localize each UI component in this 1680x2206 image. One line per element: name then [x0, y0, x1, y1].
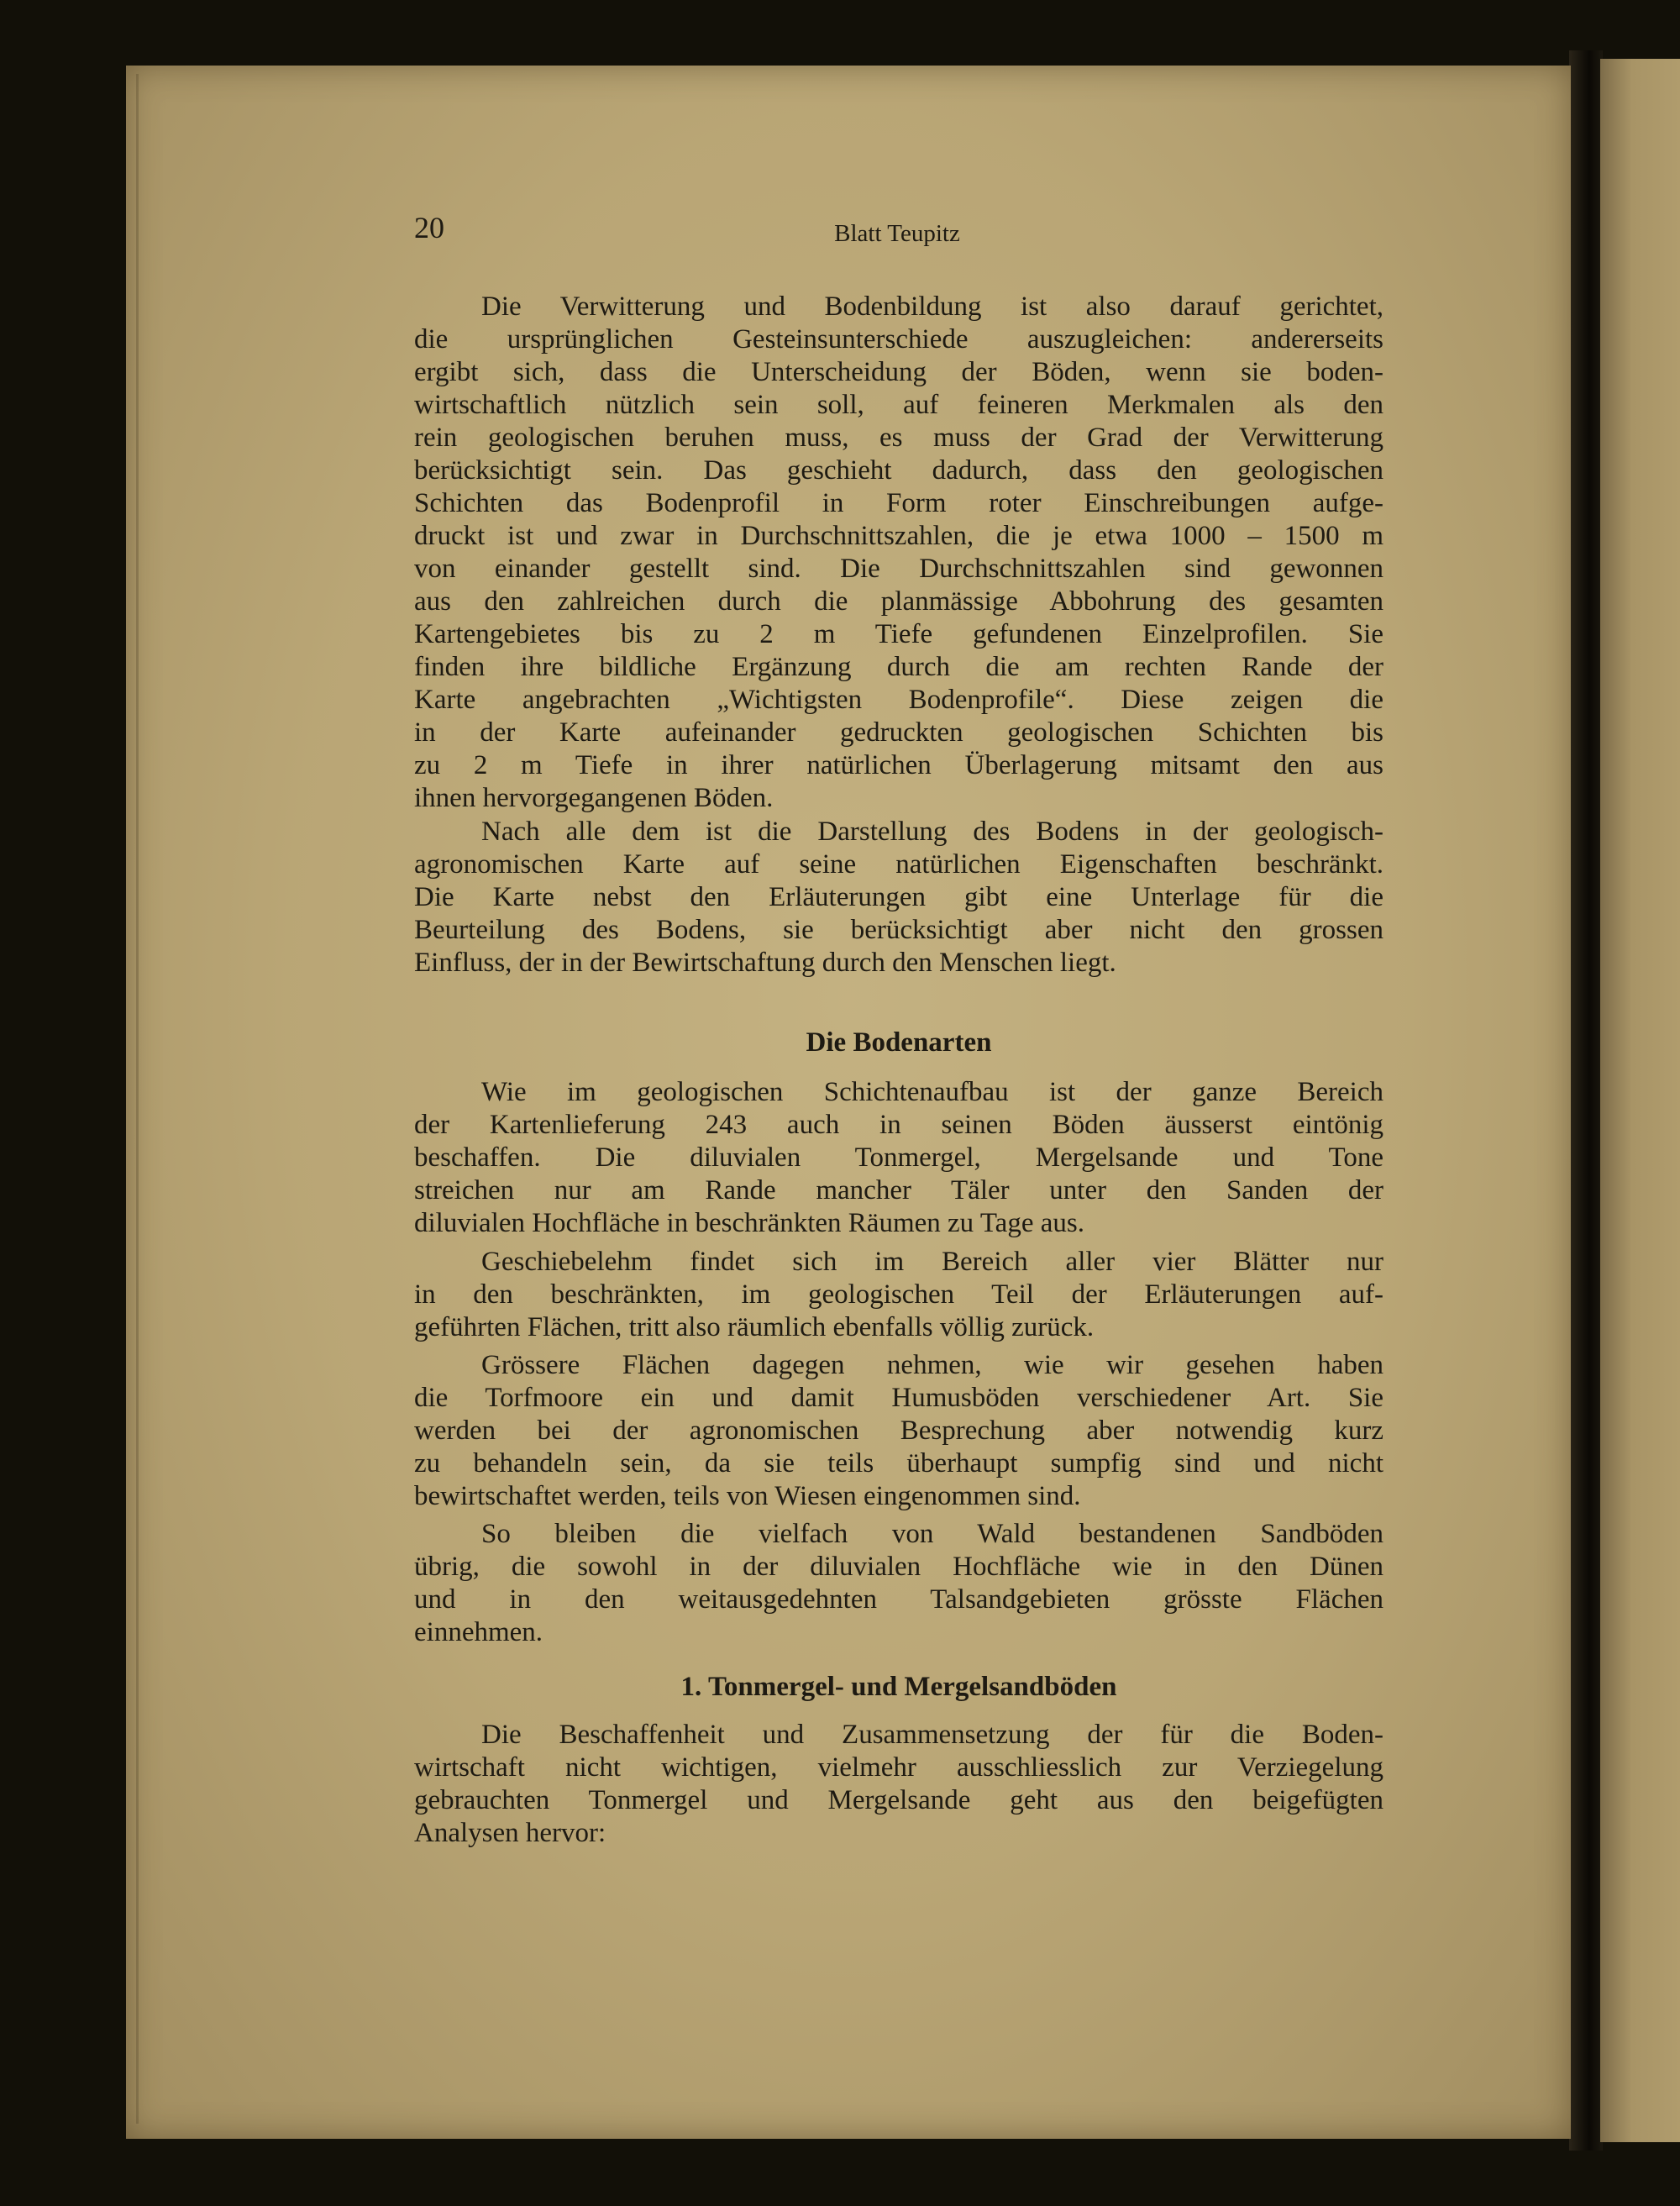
text-line: Die Verwitterung und Bodenbildung ist also darauf gerichtet,: [481, 292, 1383, 322]
text-line: Einfluss, der in der Bewirtschaftung durch den Menschen liegt.: [414, 948, 1116, 978]
text-line: übrig, die sowohl in der diluvialen Hochfläche wie in den Dünen: [414, 1552, 1383, 1582]
text-line: werden bei der agronomischen Besprechung aber notwendig kurz: [414, 1416, 1383, 1446]
text-line: die ursprünglichen Gesteinsunterschiede auszugleichen: andererseits: [414, 324, 1383, 355]
text-line: wirtschaft nicht wichtigen, vielmehr ausschliesslich zur Verziegelung: [414, 1752, 1383, 1783]
text-line: ergibt sich, dass die Unterscheidung der Böden, wenn sie boden-: [414, 357, 1383, 387]
paragraph: [414, 1349, 1383, 1513]
page-number: 20: [414, 211, 444, 244]
text-line: der Kartenlieferung 243 auch in seinen Böden äusserst eintönig: [414, 1110, 1383, 1140]
text-line: bewirtschaftet werden, teils von Wiesen eingenommen sind.: [414, 1481, 1081, 1511]
text-line: Nach alle dem ist die Darstellung des Bodens in der geologisch-: [481, 817, 1383, 847]
text-line: geführten Flächen, tritt also räumlich ebenfalls völlig zurück.: [414, 1312, 1095, 1342]
adjacent-page-edge: [1600, 59, 1680, 2142]
text-line: gebrauchten Tonmergel und Mergelsande geht aus den beigefügten: [414, 1785, 1383, 1815]
book-binding: [1569, 50, 1603, 2151]
text-line: wirtschaftlich nützlich sein soll, auf feineren Merkmalen als den: [414, 390, 1383, 420]
text-line: aus den zahlreichen durch die planmässige Abbohrung des gesamten: [414, 586, 1383, 617]
text-line: druckt ist und zwar in Durchschnittszahlen, die je etwa 1000 – 1500 m: [414, 521, 1383, 551]
text-line: Grössere Flächen dagegen nehmen, wie wir gesehen haben: [481, 1350, 1383, 1380]
text-line: streichen nur am Rande mancher Täler unter den Sanden der: [414, 1175, 1383, 1205]
heading-text: 1. Tonmergel- und Mergelsandböden: [680, 1672, 1117, 1702]
text-line: ihnen hervorgegangenen Böden.: [414, 783, 774, 813]
section-heading: [414, 1671, 1383, 1704]
text-line: Geschiebelehm findet sich im Bereich aller vier Blätter nur: [481, 1247, 1383, 1277]
paragraph: [414, 1246, 1383, 1344]
paragraph: [414, 1076, 1383, 1240]
text-line: Analysen hervor:: [414, 1818, 606, 1848]
text-line: von einander gestellt sind. Die Durchschnittszahlen sind gewonnen: [414, 554, 1383, 584]
text-line: Wie im geologischen Schichtenaufbau ist der ganze Bereich: [481, 1077, 1383, 1107]
paragraph: [414, 1518, 1383, 1649]
text-line: Schichten das Bodenprofil in Form roter Einschreibungen aufge-: [414, 488, 1383, 518]
section-heading: [414, 1027, 1383, 1059]
text-line: diluvialen Hochfläche in beschränkten Räumen zu Tage aus.: [414, 1208, 1084, 1238]
text-line: Beurteilung des Bodens, sie berücksichtigt aber nicht den grossen: [414, 915, 1383, 945]
text-line: finden ihre bildliche Ergänzung durch die am rechten Rande der: [414, 652, 1383, 682]
paragraph: [414, 291, 1383, 815]
paragraph: [414, 1719, 1383, 1850]
text-line: Die Karte nebst den Erläuterungen gibt eine Unterlage für die: [414, 882, 1383, 912]
text-line: Die Beschaffenheit und Zusammensetzung der für die Boden-: [481, 1720, 1383, 1750]
text-line: agronomischen Karte auf seine natürlichen Eigenschaften beschränkt.: [414, 849, 1383, 880]
paragraph: [414, 816, 1383, 980]
text-line: einnehmen.: [414, 1617, 543, 1647]
text-line: beschaffen. Die diluvialen Tonmergel, Mergelsande und Tone: [414, 1142, 1383, 1173]
running-title: Blatt Teupitz: [834, 220, 960, 247]
text-line: und in den weitausgedehnten Talsandgebieten grösste Flächen: [414, 1584, 1383, 1615]
text-line: Karte angebrachten „Wichtigsten Bodenprofile“. Diese zeigen die: [414, 685, 1383, 715]
text-line: Kartengebietes bis zu 2 m Tiefe gefundenen Einzelprofilen. Sie: [414, 619, 1383, 649]
heading-text: Die Bodenarten: [806, 1027, 992, 1058]
text-line: zu 2 m Tiefe in ihrer natürlichen Überlagerung mitsamt den aus: [414, 750, 1383, 780]
text-line: in den beschränkten, im geologischen Teil der Erläuterungen auf-: [414, 1279, 1383, 1310]
text-line: in der Karte aufeinander gedruckten geologischen Schichten bis: [414, 717, 1383, 748]
text-line: So bleiben die vielfach von Wald bestandenen Sandböden: [481, 1519, 1383, 1549]
text-line: die Torfmoore ein und damit Humusböden verschiedener Art. Sie: [414, 1383, 1383, 1413]
text-line: zu behandeln sein, da sie teils überhaupt sumpfig sind und nicht: [414, 1448, 1383, 1479]
text-line: rein geologischen beruhen muss, es muss der Grad der Verwitterung: [414, 423, 1383, 453]
text-line: berücksichtigt sein. Das geschieht dadurch, dass den geologischen: [414, 455, 1383, 486]
